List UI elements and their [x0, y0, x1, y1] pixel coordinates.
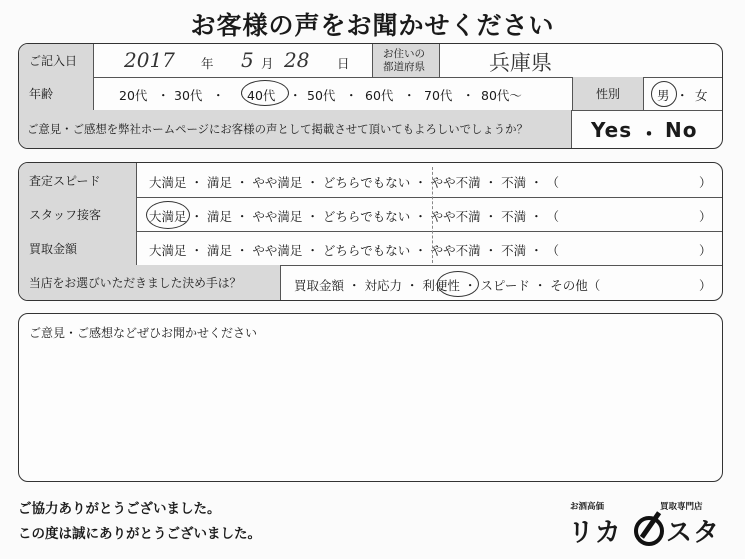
month-unit: 月 [261, 56, 274, 71]
gender-sep: ・ [676, 88, 689, 103]
footer-line1: ご協力ありがとうございました。 [18, 501, 221, 517]
info-frame [18, 43, 723, 149]
publish-sep: ・ [639, 122, 660, 146]
ratings-frame [18, 162, 723, 301]
prefecture-label-line1: お住いの [383, 47, 425, 60]
prefecture-label [372, 44, 440, 77]
date-label: ご記入日 [19, 44, 94, 77]
gender-male: 男 [657, 88, 670, 103]
rating-row-staff [19, 197, 722, 232]
age-row [19, 77, 722, 111]
age-sep: ・ [345, 88, 358, 103]
logo-name-left: リカ [568, 518, 622, 548]
prefecture-label-line2: 都道府県 [383, 60, 425, 73]
comment-frame [18, 313, 723, 482]
gender-selected-circle [651, 81, 677, 107]
decision-options: 買取金額 ・ 対応力 ・ 利便性 ・ スピード ・ その他（ [294, 278, 601, 293]
logo-tag-left: お酒高価 [570, 502, 605, 512]
rating-options-price: 大満足 ・ 満足 ・ やや満足 ・ どちらでもない ・ やや不満 ・ 不満 ・ （ [149, 243, 560, 258]
age-sep: ・ [157, 88, 170, 103]
prefecture-value: 兵庫県 [489, 51, 552, 75]
decision-close: ） [699, 278, 712, 293]
comment-label: ご意見・ご感想などぜひお聞かせください [29, 326, 258, 340]
age-sep: ・ [462, 88, 475, 103]
age-option-20: 20代 [119, 88, 148, 103]
year-unit: 年 [201, 56, 214, 71]
publish-yes: Yes [591, 118, 633, 142]
decision-label: 当店をお選びいただきました決め手は？ [19, 265, 281, 300]
rating-options-speed: 大満足 ・ 満足 ・ やや満足 ・ どちらでもない ・ やや不満 ・ 不満 ・ （ [149, 175, 560, 190]
rating-row-speed [19, 163, 722, 198]
rating-close-price: ） [699, 243, 712, 258]
age-option-40: 40代 [247, 88, 276, 103]
rating-options-staff: 大満足 ・ 満足 ・ やや満足 ・ どちらでもない ・ やや不満 ・ 不満 ・ （ [149, 209, 560, 224]
decision-row [19, 265, 722, 300]
gender-label: 性別 [572, 77, 644, 110]
rating-close-staff: ） [699, 209, 712, 224]
publish-row [19, 110, 722, 148]
decision-selected-circle [437, 271, 479, 297]
rating-label-speed: 査定スピード [19, 163, 137, 197]
age-sep: ・ [403, 88, 416, 103]
date-row [19, 44, 722, 78]
rating-label-price: 買取金額 [19, 231, 137, 265]
age-label: 年齢 [19, 77, 94, 110]
publish-question: ご意見・ご感想を弊社ホームページにお客様の声として掲載させて頂いてもよろしいでしょうか？ [19, 110, 572, 148]
age-selected-circle [241, 80, 289, 106]
page-title: お客様の声をお聞かせください [190, 11, 555, 40]
ratings-divider [432, 167, 433, 263]
rating-selected-circle [146, 201, 190, 229]
day-value: 28 [284, 48, 310, 72]
age-option-60: 60代 [365, 88, 394, 103]
day-unit: 日 [337, 56, 350, 71]
age-option-70: 70代 [424, 88, 453, 103]
logo [560, 490, 740, 550]
month-value: 5 [241, 48, 254, 72]
gender-female: 女 [695, 88, 708, 103]
rating-row-price [19, 231, 722, 266]
logo-name-right: スタ [666, 518, 721, 548]
rating-label-staff: スタッフ接客 [19, 197, 137, 231]
year-value: 2017 [124, 48, 175, 72]
age-sep: ・ [212, 88, 225, 103]
logo-tag-right: 買取専門店 [660, 502, 703, 512]
age-option-30: 30代 [174, 88, 203, 103]
age-option-50: 50代 [307, 88, 336, 103]
footer-line2: この度は誠にありがとうございました。 [18, 526, 261, 542]
rating-close-speed: ） [699, 175, 712, 190]
age-option-80: 80代〜 [481, 88, 522, 103]
publish-no: No [665, 118, 698, 142]
age-sep: ・ [289, 88, 302, 103]
